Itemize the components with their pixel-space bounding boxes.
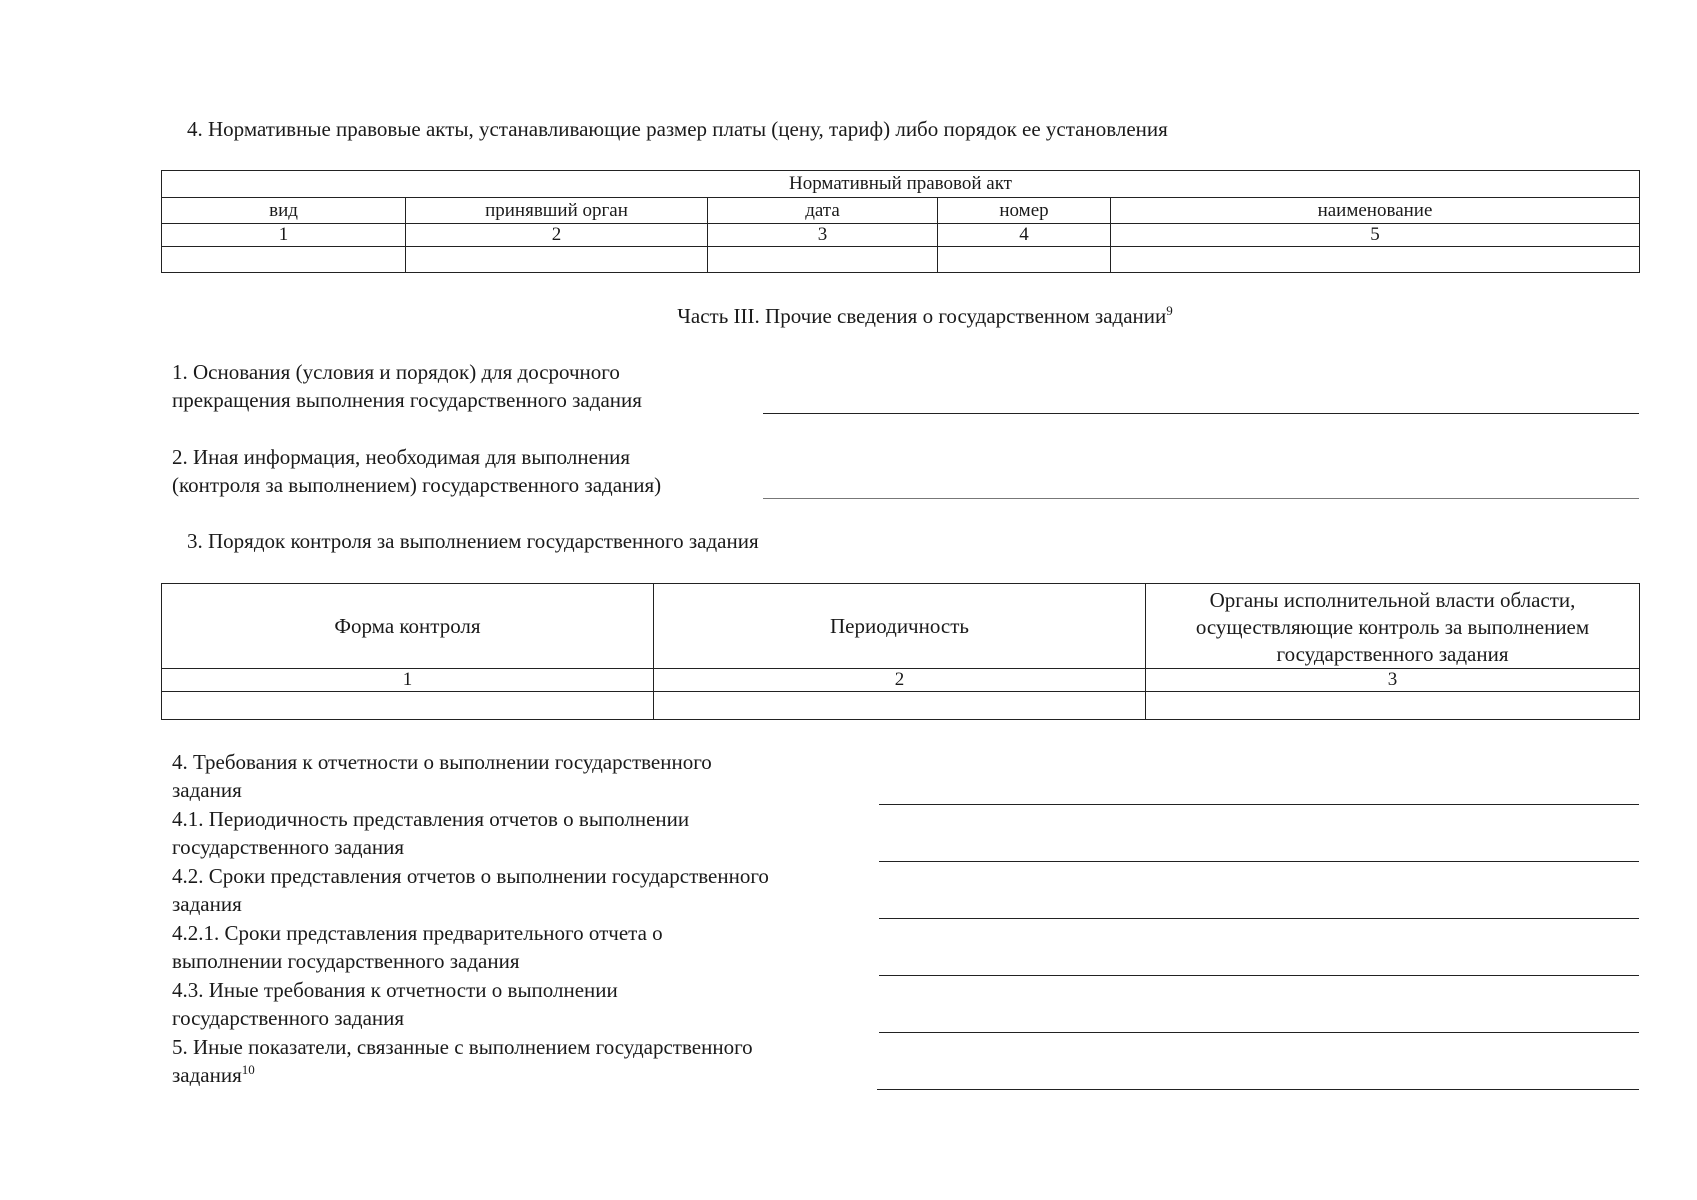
empty-cell[interactable] xyxy=(162,692,654,720)
empty-cell[interactable] xyxy=(1111,247,1640,273)
empty-cell[interactable] xyxy=(162,247,406,273)
col-number-3: 3 xyxy=(708,224,938,247)
reporting-4-1-line-2: государственного задания xyxy=(172,835,405,859)
footnote-9: 9 xyxy=(1166,303,1173,318)
col-header-type: вид xyxy=(162,198,406,224)
col-header-number: номер xyxy=(938,198,1111,224)
col-header-date: дата xyxy=(708,198,938,224)
reporting-4-2-1-fill-line[interactable] xyxy=(879,975,1639,976)
reporting-4-2-1-line-1: 4.2.1. Сроки представления предварительного отчета о xyxy=(172,921,663,945)
col-number-3: 3 xyxy=(1146,669,1640,692)
col-header-periodicity: Периодичность xyxy=(654,584,1146,669)
reporting-4-2-line-2: задания xyxy=(172,892,242,916)
reporting-4-fill-line[interactable] xyxy=(879,804,1639,805)
empty-cell[interactable] xyxy=(654,692,1146,720)
col-number-5: 5 xyxy=(1111,224,1640,247)
col-number-2: 2 xyxy=(654,669,1146,692)
col-number-1: 1 xyxy=(162,669,654,692)
reporting-4-2-fill-line[interactable] xyxy=(879,918,1639,919)
item-2-line-1: 2. Иная информация, необходимая для выполнения xyxy=(172,445,631,469)
empty-cell[interactable] xyxy=(406,247,708,273)
col-number-2: 2 xyxy=(406,224,708,247)
empty-cell[interactable] xyxy=(938,247,1111,273)
col-header-authority: принявший орган xyxy=(406,198,708,224)
reporting-5-line-2-text: задания xyxy=(172,1063,242,1087)
item-2-line-2: (контроля за выполнением) государственного задания) xyxy=(172,473,662,497)
reporting-5-line-2 xyxy=(172,1061,255,1089)
col-number-1: 1 xyxy=(162,224,406,247)
footnote-10: 10 xyxy=(241,1062,255,1077)
item-1-fill-line[interactable] xyxy=(763,413,1639,414)
reporting-4-line-1: 4. Требования к отчетности о выполнении государственного xyxy=(172,750,712,774)
item-1-line-1: 1. Основания (условия и порядок) для досрочного xyxy=(172,360,620,384)
reporting-4-3-fill-line[interactable] xyxy=(879,1032,1639,1033)
col-header-authorities: Органы исполнительной власти области, осуществляющие контроль за выполнением государственного задания xyxy=(1146,584,1640,669)
part-3-title xyxy=(0,302,1697,330)
reporting-4-line-2: задания xyxy=(172,778,242,802)
empty-cell[interactable] xyxy=(1146,692,1640,720)
reporting-4-2-1-line-2: выполнении государственного задания xyxy=(172,949,520,973)
reporting-5-line-1: 5. Иные показатели, связанные с выполнением государственного xyxy=(172,1035,753,1059)
normative-acts-table xyxy=(161,170,1640,273)
part-3-title-text: Часть III. Прочие сведения о государственном задании xyxy=(677,304,1167,328)
col-number-4: 4 xyxy=(938,224,1111,247)
section-4-title: 4. Нормативные правовые акты, устанавливающие размер платы (цену, тариф) либо порядок ее установления xyxy=(187,117,1168,141)
item-1-line-2: прекращения выполнения государственного задания xyxy=(172,388,642,412)
normative-act-header: Нормативный правовой акт xyxy=(162,171,1640,198)
reporting-4-2-line-1: 4.2. Сроки представления отчетов о выполнении государственного xyxy=(172,864,769,888)
item-2-fill-line[interactable] xyxy=(763,498,1639,499)
empty-cell[interactable] xyxy=(708,247,938,273)
reporting-4-3-line-2: государственного задания xyxy=(172,1006,405,1030)
reporting-4-1-line-1: 4.1. Периодичность представления отчетов о выполнении xyxy=(172,807,690,831)
reporting-5-fill-line[interactable] xyxy=(877,1089,1639,1090)
col-header-control-form: Форма контроля xyxy=(162,584,654,669)
control-table xyxy=(161,583,1640,720)
item-3-title: 3. Порядок контроля за выполнением государственного задания xyxy=(187,529,759,553)
col-header-name: наименование xyxy=(1111,198,1640,224)
reporting-4-3-line-1: 4.3. Иные требования к отчетности о выполнении xyxy=(172,978,618,1002)
reporting-4-1-fill-line[interactable] xyxy=(879,861,1639,862)
